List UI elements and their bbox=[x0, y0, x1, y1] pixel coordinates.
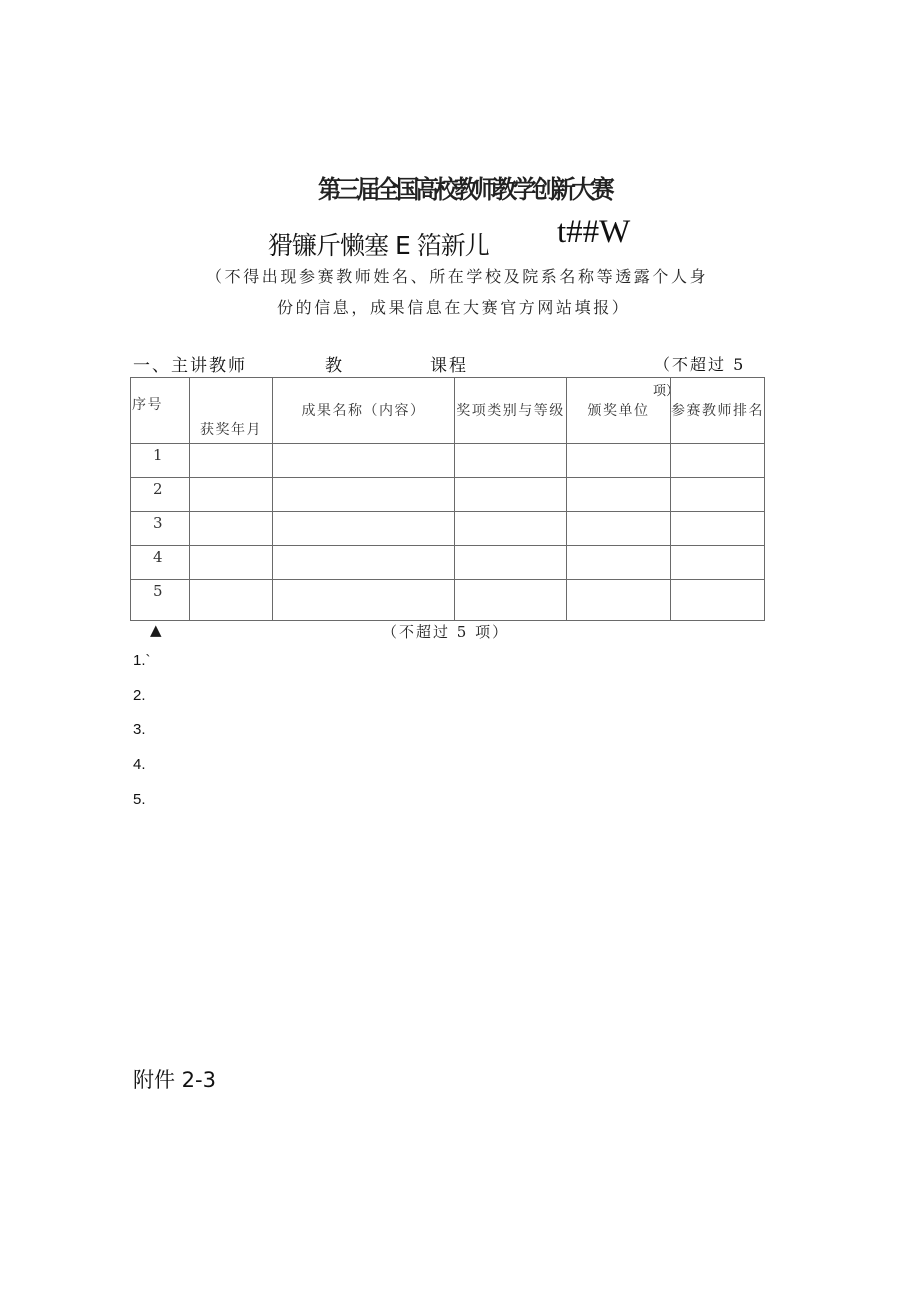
triangle-marker-icon: ▲ bbox=[150, 621, 162, 639]
section1-jiao: 教 bbox=[325, 356, 342, 376]
cell-award-category[interactable] bbox=[455, 546, 567, 580]
header-teacher-rank: 参赛教师排名 bbox=[671, 378, 765, 444]
form-title-tail: t##W bbox=[557, 214, 631, 250]
row-number: 5 bbox=[131, 580, 190, 621]
cell-teacher-rank[interactable] bbox=[671, 444, 765, 478]
form-title: 猾镰斤懒塞 E 箔新儿 bbox=[268, 231, 489, 260]
instruction-note-line1: （不得出现参赛教师姓名、所在学校及院系名称等透露个人身 bbox=[206, 267, 709, 286]
table-row bbox=[131, 478, 765, 512]
row-number: 1 bbox=[131, 444, 190, 478]
cell-award-category[interactable] bbox=[455, 478, 567, 512]
cell-award-category[interactable] bbox=[455, 444, 567, 478]
cell-award-category[interactable] bbox=[455, 512, 567, 546]
cell-issuer[interactable] bbox=[567, 478, 671, 512]
instruction-note-line2: 份的信息，成果信息在大赛官方网站填报） bbox=[277, 298, 631, 317]
list-item: 2. bbox=[133, 687, 146, 704]
cell-achievement-name[interactable] bbox=[273, 512, 455, 546]
cell-issuer[interactable] bbox=[567, 580, 671, 621]
cell-achievement-name[interactable] bbox=[273, 444, 455, 478]
section2-limit-note: （不超过 5 项） bbox=[382, 623, 510, 641]
header-issuer: 颁奖单位 bbox=[567, 378, 671, 444]
cell-teacher-rank[interactable] bbox=[671, 478, 765, 512]
table-header-row bbox=[131, 378, 765, 444]
cell-award-date[interactable] bbox=[190, 444, 273, 478]
section1-course: 课程 bbox=[430, 356, 468, 376]
list-item: 4. bbox=[133, 756, 146, 773]
section1-limit-note: （不超过 5 bbox=[654, 355, 746, 374]
contest-title: 第三届全国高校教师教学创新大赛 bbox=[318, 175, 611, 204]
section1-heading: 一、主讲教师 bbox=[133, 356, 247, 376]
row-number: 3 bbox=[131, 512, 190, 546]
table-row bbox=[131, 580, 765, 621]
cell-award-date[interactable] bbox=[190, 512, 273, 546]
table-row bbox=[131, 444, 765, 478]
header-achievement-name: 成果名称（内容） bbox=[273, 378, 455, 444]
list-item: 1.` bbox=[133, 652, 151, 669]
cell-achievement-name[interactable] bbox=[273, 546, 455, 580]
cell-achievement-name[interactable] bbox=[273, 580, 455, 621]
row-number: 2 bbox=[131, 478, 190, 512]
header-award-category: 奖项类别与等级 bbox=[455, 378, 567, 444]
cell-award-category[interactable] bbox=[455, 580, 567, 621]
table-row bbox=[131, 512, 765, 546]
row-number: 4 bbox=[131, 546, 190, 580]
cell-teacher-rank[interactable] bbox=[671, 546, 765, 580]
cell-teacher-rank[interactable] bbox=[671, 512, 765, 546]
list-item: 3. bbox=[133, 721, 146, 738]
cell-issuer[interactable] bbox=[567, 512, 671, 546]
attachment-label: 附件 2-3 bbox=[133, 1068, 216, 1092]
section1-limit-note-tail: 项） bbox=[653, 384, 680, 399]
table-row bbox=[131, 546, 765, 580]
cell-achievement-name[interactable] bbox=[273, 478, 455, 512]
cell-issuer[interactable] bbox=[567, 444, 671, 478]
header-seq: 序号 bbox=[131, 378, 190, 444]
list-item: 5. bbox=[133, 791, 146, 808]
cell-award-date[interactable] bbox=[190, 478, 273, 512]
cell-award-date[interactable] bbox=[190, 546, 273, 580]
header-award-date: 获奖年月 bbox=[190, 378, 273, 444]
cell-teacher-rank[interactable] bbox=[671, 580, 765, 621]
cell-issuer[interactable] bbox=[567, 546, 671, 580]
awards-table bbox=[130, 377, 765, 621]
cell-award-date[interactable] bbox=[190, 580, 273, 621]
